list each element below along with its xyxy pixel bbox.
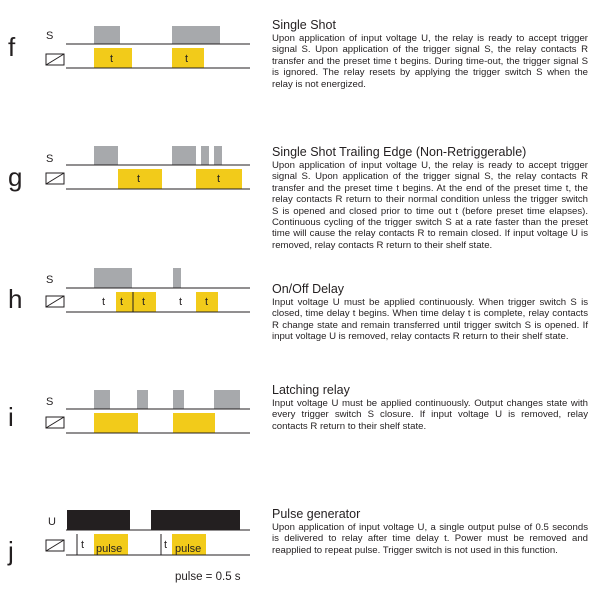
relay-output xyxy=(94,413,138,433)
relay-output xyxy=(173,413,215,433)
pulse-note: pulse = 0.5 s xyxy=(175,571,241,583)
trigger-pulse xyxy=(94,268,132,288)
time-label: t xyxy=(164,539,168,551)
time-label: t xyxy=(179,296,183,308)
trigger-pulse xyxy=(94,26,120,44)
trigger-pulse xyxy=(172,146,196,165)
function-title: Single Shot xyxy=(272,18,336,32)
input-label-s: S xyxy=(46,396,54,408)
trigger-pulse xyxy=(173,268,181,288)
trigger-pulse xyxy=(173,390,184,409)
time-label: t xyxy=(81,539,85,551)
function-body: Upon application of input voltage U, the relay is ready to accept trigger signal S. Upon application of the trigger signal S, the relay contacts R transfer and the preset time t begins. At the end of the preset time t, the relay contacts R return to their normal condition unless the trigger switch S is opened and closed prior to time out t (before preset time elapses). Continuous cycling of the trigger switch S at a rate faster than the preset time will cause the relay contacts R to remain closed. If input voltage U is removed, relay contacts R return to their shelf state. xyxy=(272,160,588,251)
function-letter-f: f xyxy=(8,32,16,62)
function-letter-g: g xyxy=(8,162,23,192)
function-title: Pulse generator xyxy=(272,507,361,521)
description-f xyxy=(272,18,588,90)
time-label: t xyxy=(120,296,124,308)
function-letter-j: j xyxy=(8,536,14,566)
trigger-pulse xyxy=(172,26,220,44)
diagram-h xyxy=(46,268,250,312)
description-j xyxy=(272,507,588,556)
trigger-pulse xyxy=(137,390,148,409)
description-i xyxy=(272,383,588,432)
function-letter-i: i xyxy=(8,402,14,432)
diagram-f xyxy=(46,26,250,68)
function-title: On/Off Delay xyxy=(272,282,345,296)
supply-voltage-on xyxy=(67,510,130,530)
pulse-label: pulse xyxy=(175,543,202,555)
trigger-pulse xyxy=(94,146,118,165)
time-label: t xyxy=(102,296,106,308)
diagram-i xyxy=(46,390,250,433)
time-label: t xyxy=(142,296,146,308)
time-label: t xyxy=(110,53,114,65)
function-body: Input voltage U must be applied continuously. Output changes state with every trigger switch S closure. If input voltage U is removed, relay contacts R return to their shelf state. xyxy=(272,398,588,432)
function-title: Single Shot Trailing Edge (Non-Retriggerable) xyxy=(272,145,527,159)
function-title: Latching relay xyxy=(272,383,350,397)
function-body: Upon application of input voltage U, a single output pulse of 0.5 seconds is delivered to relay after time delay t. Power must be removed and reapplied to repeat pulse. Trigger switch is not used in this function. xyxy=(272,522,588,556)
time-label: t xyxy=(205,296,209,308)
function-body: Upon application of input voltage U, the relay is ready to accept trigger signal S. Upon application of the trigger signal S, the relay contacts R transfer and the preset time t begins. During time-out, the trigger signal S is ignored. The relay resets by applying the trigger switch S when the relay is not energized. xyxy=(272,33,588,90)
trigger-pulse xyxy=(94,390,110,409)
supply-voltage-on xyxy=(151,510,240,530)
function-body: Input voltage U must be applied continuously. When trigger switch S is closed, time delay t begins. When time delay t is complete, relay contacts R change state and remain transferred until trigger switch S is opened. If input voltage U is removed, relay contacts R return to their shelf state. xyxy=(272,297,588,343)
diagram-g xyxy=(46,146,250,189)
input-label-s: S xyxy=(46,274,54,286)
description-g xyxy=(272,145,588,251)
trigger-pulse xyxy=(214,146,222,165)
input-label-s: S xyxy=(46,30,54,42)
time-label: t xyxy=(217,173,221,185)
function-letter-h: h xyxy=(8,284,23,314)
time-label: t xyxy=(185,53,189,65)
description-h xyxy=(272,282,588,343)
diagram-j xyxy=(46,510,250,583)
input-label-s: S xyxy=(46,153,54,165)
time-label: t xyxy=(137,173,141,185)
trigger-pulse xyxy=(214,390,240,409)
pulse-label: pulse xyxy=(96,543,123,555)
timing-diagrams xyxy=(0,0,270,600)
input-label-u: U xyxy=(48,516,56,528)
trigger-pulse xyxy=(201,146,209,165)
